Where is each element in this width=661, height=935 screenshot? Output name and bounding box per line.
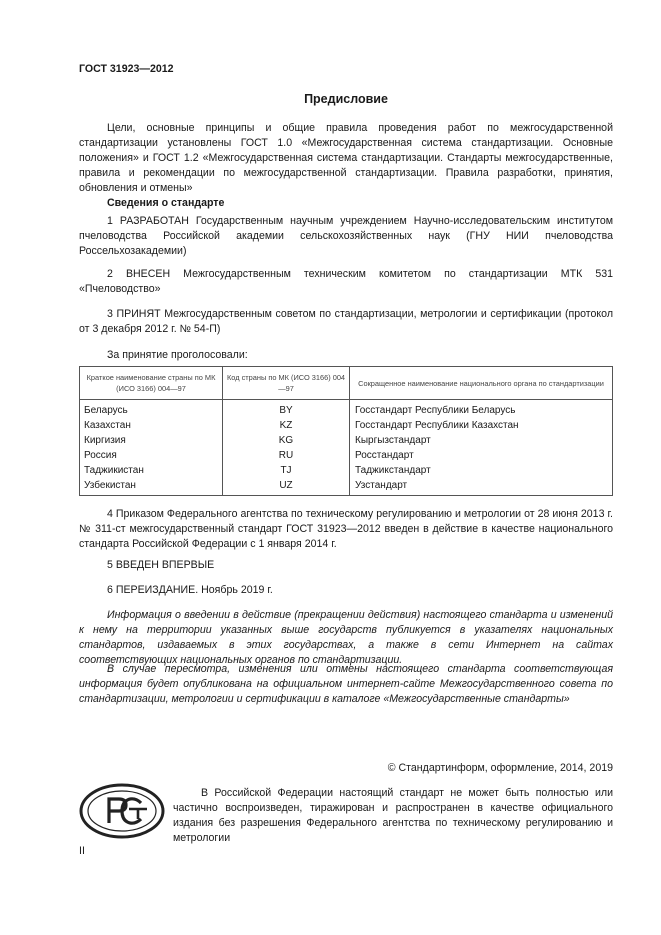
- rst-logo-svg: [79, 783, 165, 839]
- item-2-submitted: 2 ВНЕСЕН Межгосударственным техническим комитетом по стандартизации МТК 531 «Пчеловодство»: [79, 268, 613, 295]
- info-paragraph-2: В случае пересмотра, изменения или отмены настоящего стандарта соответствующая информация будет опубликована на официальном интернет-сайте Межгосударственного совета по стандартизации, метрологии и сертификации в каталоге «Межгосударственные стандарты»: [79, 663, 613, 705]
- table-row: [80, 433, 613, 448]
- copyright-notice: В Российской Федерации настоящий стандарт не может быть полностью или частично воспроизведен, тиражирован и распространен в качестве официального издания без разрешения Федерального агентства по техническому регулированию и метрологии: [173, 787, 613, 844]
- cell-country: Киргизия: [80, 433, 223, 448]
- cell-agency: Госстандарт Республики Беларусь: [350, 400, 613, 419]
- item-1-developed: 1 РАЗРАБОТАН Государственным научным учреждением Научно-исследовательским институтом пчеловодства Российской академии сельскохозяйственных наук (ГНУ НИИ пчеловодства Россельхозакадемии): [79, 215, 613, 257]
- document-code: ГОСТ 31923—2012: [79, 63, 174, 75]
- cell-code: KZ: [223, 418, 350, 433]
- cell-code: UZ: [223, 478, 350, 496]
- table-row: [80, 463, 613, 478]
- column-header-code: Код страны по МК (ИСО 3166) 004—97: [223, 367, 350, 400]
- item-5-first-introduced: 5 ВВЕДЕН ВПЕРВЫЕ: [107, 559, 215, 571]
- cell-code: RU: [223, 448, 350, 463]
- cell-country: Таджикистан: [80, 463, 223, 478]
- cell-country: Узбекистан: [80, 478, 223, 496]
- table-header-row: [80, 367, 613, 400]
- info-paragraph-1: Информация о введении в действие (прекращении действия) настоящего стандарта и изменений к нему на территории указанных выше государств публикуется в указателях национальных стандартов, издаваемых в этих государствах, а также в сети Интернет на сайтах соответствующих национальных органов по стандартизации.: [79, 609, 613, 666]
- table-row: [80, 400, 613, 419]
- intro-paragraph: Цели, основные принципы и общие правила проведения работ по межгосударственной стандартизации установлены ГОСТ 1.0 «Межгосударственная система стандартизации. Основные положения» и ГОСТ 1.2 «Межгосударственная система стандартизации. Стандарты межгосударственные, правила и рекомендации по межгосударственной стандартизации. Правила разработки, принятия, обновления и отмены»: [79, 122, 613, 194]
- cell-agency: Кыргызстандарт: [350, 433, 613, 448]
- page-title: Предисловие: [304, 92, 388, 106]
- cell-country: Казахстан: [80, 418, 223, 433]
- voting-table: [79, 366, 613, 496]
- about-heading: Сведения о стандарте: [107, 197, 225, 209]
- item-3-adopted: 3 ПРИНЯТ Межгосударственным советом по стандартизации, метрологии и сертификации (протокол от 3 декабря 2012 г. № 54-П): [79, 308, 613, 335]
- column-header-agency: Сокращенное наименование национального органа по стандартизации: [350, 367, 613, 400]
- cell-code: KG: [223, 433, 350, 448]
- cell-code: BY: [223, 400, 350, 419]
- cell-agency: Росстандарт: [350, 448, 613, 463]
- cell-code: TJ: [223, 463, 350, 478]
- cell-country: Беларусь: [80, 400, 223, 419]
- cell-country: Россия: [80, 448, 223, 463]
- copyright: © Стандартинформ, оформление, 2014, 2019: [387, 762, 613, 774]
- item-6-reissue: 6 ПЕРЕИЗДАНИЕ. Ноябрь 2019 г.: [107, 584, 273, 596]
- voted-label: За принятие проголосовали:: [107, 349, 248, 361]
- item-4-enacted: 4 Приказом Федерального агентства по техническому регулированию и метрологии от 28 июня 2013 г. № 311-ст межгосударственный стандарт ГОСТ 31923—2012 введен в действие в качестве национального стандарта Российской Федерации с 1 января 2014 г.: [79, 508, 613, 550]
- column-header-country: Краткое наименование страны по МК (ИСО 3166) 004—97: [80, 367, 223, 400]
- cell-agency: Таджикстандарт: [350, 463, 613, 478]
- cell-agency: Госстандарт Республики Казахстан: [350, 418, 613, 433]
- table-row: [80, 478, 613, 496]
- table-row: [80, 418, 613, 433]
- page-number: II: [79, 845, 85, 857]
- table-row: [80, 448, 613, 463]
- rst-logo-icon: [79, 783, 165, 844]
- cell-agency: Узстандарт: [350, 478, 613, 496]
